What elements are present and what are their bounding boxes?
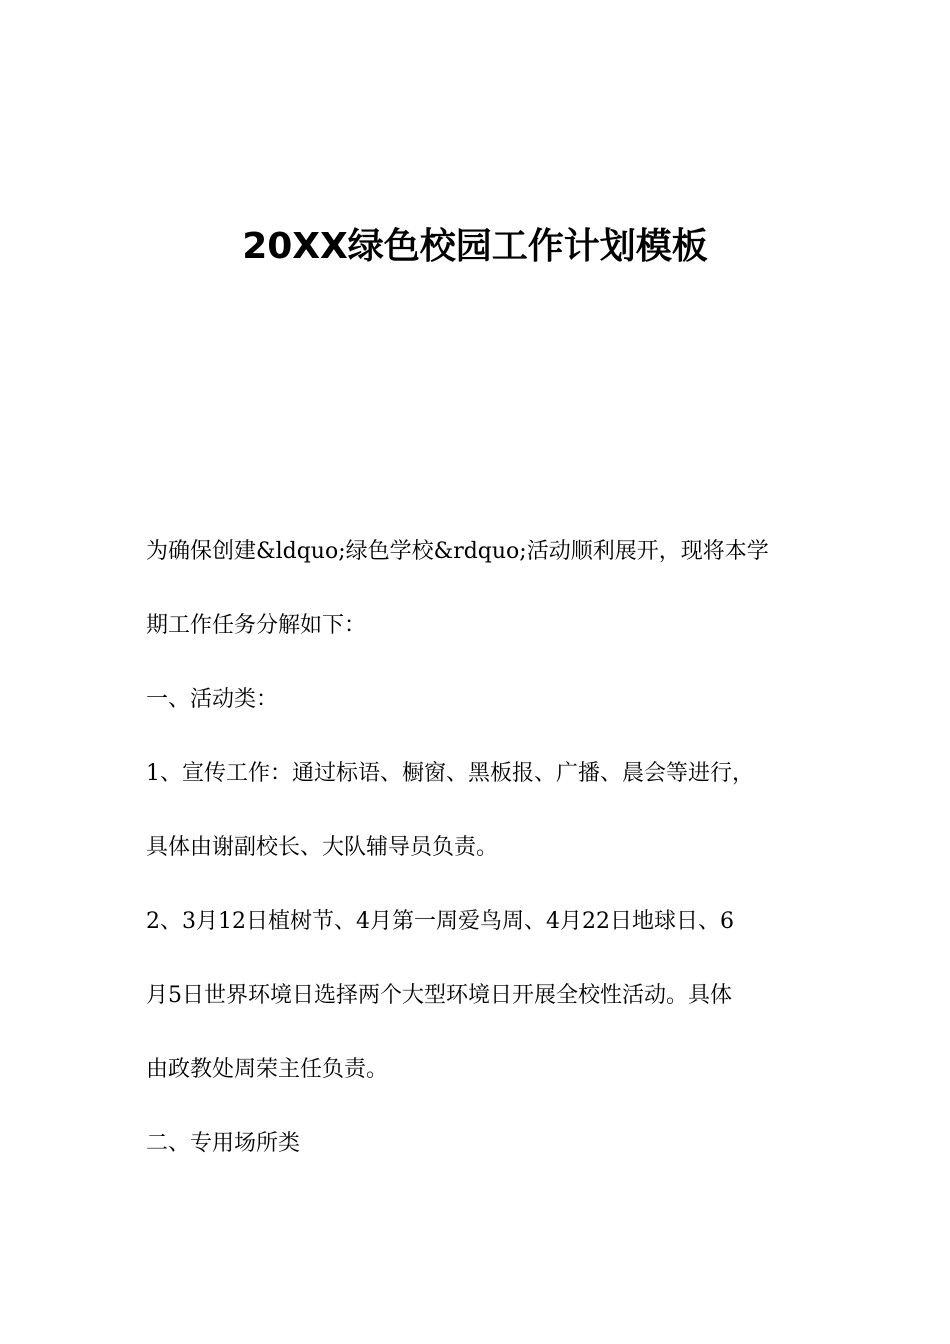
section-heading: 二、专用场所类 [146, 1131, 301, 1156]
document-title: 20XX绿色校园工作计划模板 [242, 226, 708, 267]
paragraph-line: 期工作任务分解如下： [146, 613, 367, 638]
paragraph-line: 为确保创建&ldquo;绿色学校&rdquo;活动顺利展开，现将本学 [146, 539, 769, 564]
paragraph-line: 具体由谢副校长、大队辅导员负责。 [146, 835, 499, 860]
paragraph-line: 由政教处周荣主任负责。 [146, 1057, 389, 1082]
paragraph-line: 2、3月12日植树节、4月第一周爱鸟周、4月22日地球日、6 [146, 909, 734, 934]
paragraph-line: 月5日世界环境日选择两个大型环境日开展全校性活动。具体 [146, 983, 732, 1008]
section-heading: 一、活动类： [146, 687, 279, 712]
paragraph-line: 1、宣传工作：通过标语、橱窗、黑板报、广播、晨会等进行， [146, 761, 754, 786]
